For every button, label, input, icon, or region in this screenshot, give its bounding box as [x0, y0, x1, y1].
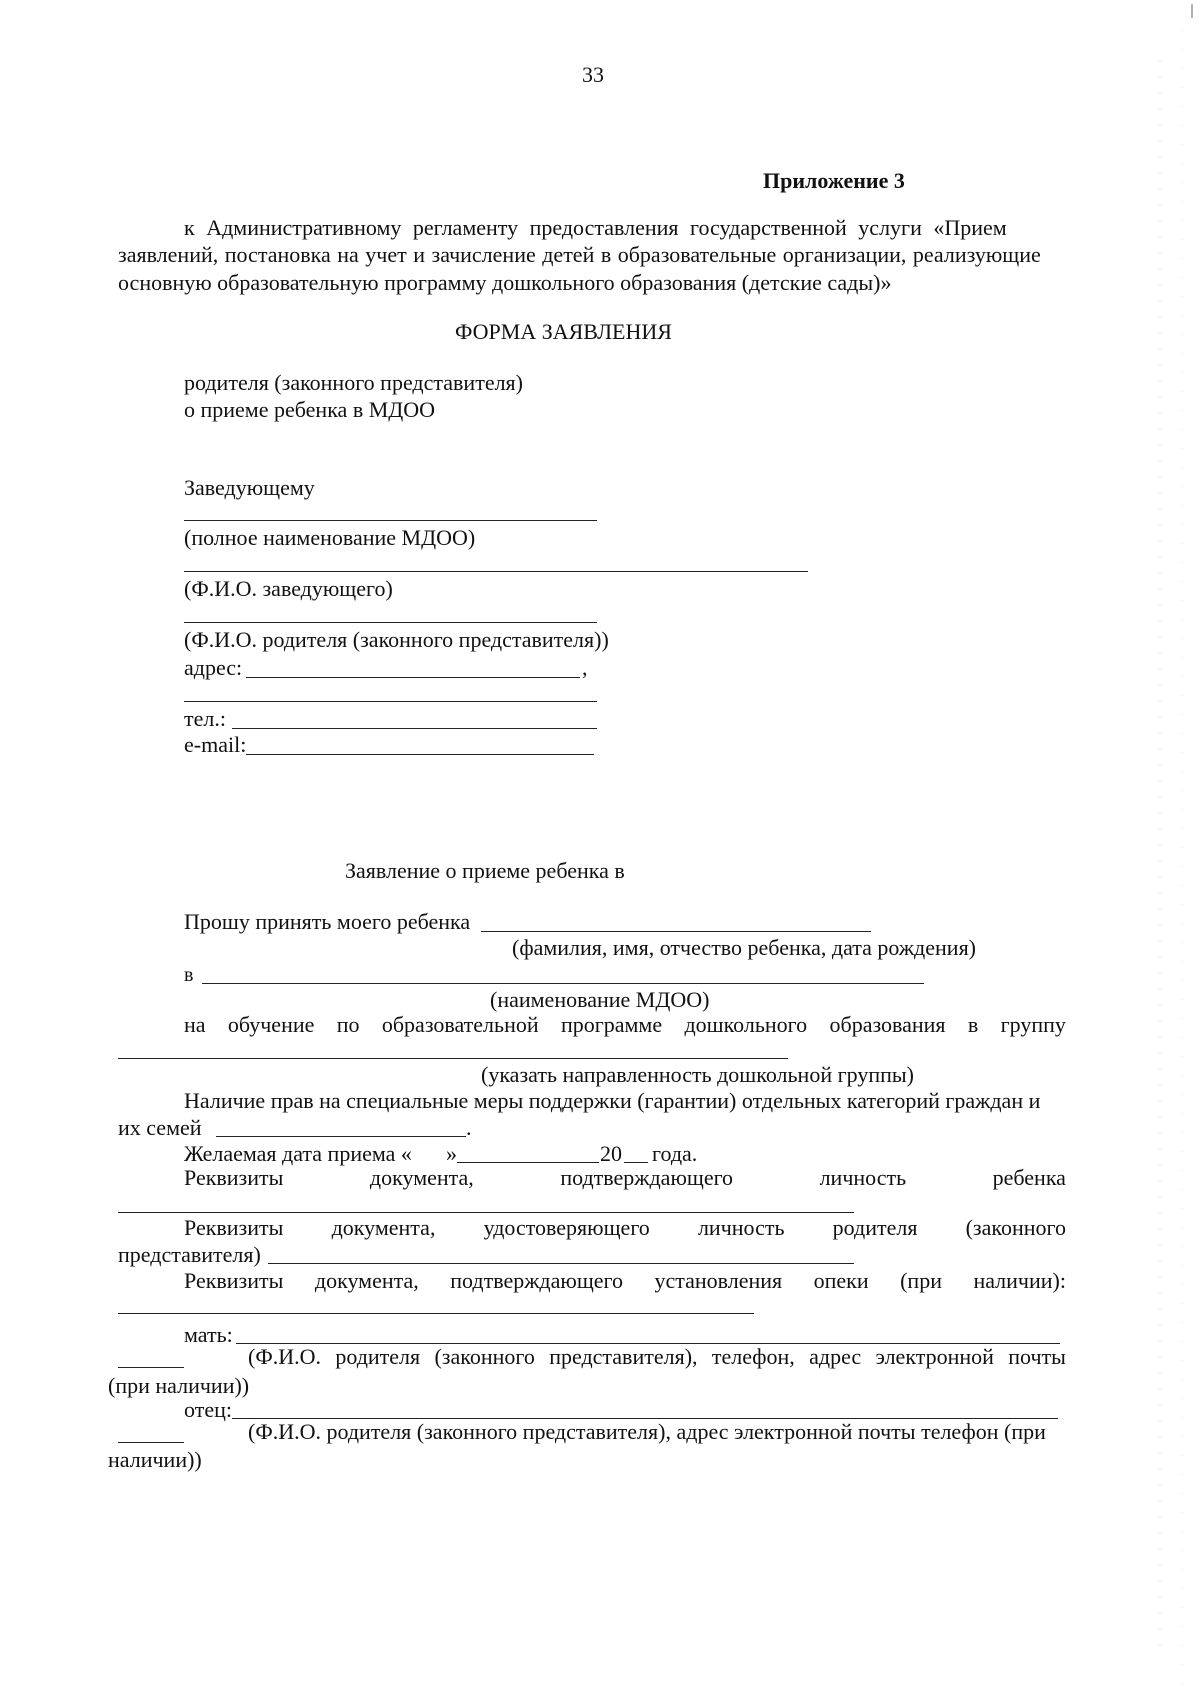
education-line-word: обучение [227, 1012, 315, 1037]
education-line [184, 1012, 1066, 1038]
mother-label: мать: [184, 1322, 233, 1347]
director-hint: (Ф.И.О. заведующего) [184, 576, 393, 601]
custody-document-word: установления [654, 1268, 783, 1293]
mother-hint-word: телефон, [711, 1344, 795, 1369]
date-year: 20 [600, 1141, 622, 1166]
mother-hint-word: почты [1008, 1344, 1066, 1369]
address-blank-2[interactable] [184, 701, 597, 702]
education-line-word: дошкольного [684, 1012, 808, 1037]
mother-hint-word: представителя), [549, 1344, 698, 1369]
date-year-blank[interactable] [624, 1162, 648, 1163]
date-quote-close: » [446, 1141, 457, 1166]
parent-document-line [184, 1215, 1066, 1241]
scan-noise [1120, 0, 1200, 1702]
custody-document-word: документа, [314, 1268, 419, 1293]
rights-line-2-label: их семей [118, 1115, 202, 1140]
request-label: Прошу принять моего ребенка [184, 909, 471, 934]
address-comma: , [582, 655, 588, 680]
education-line-word: по [336, 1012, 360, 1037]
mother-hint-line [248, 1344, 1066, 1370]
parent-name-hint: (Ф.И.О. родителя (законного представителя)) [184, 627, 609, 652]
mother-hint-word: (законного [434, 1344, 535, 1369]
child-document-line [184, 1165, 1066, 1191]
addressee-label: Заведующему [184, 475, 315, 500]
rights-blank[interactable] [216, 1136, 466, 1137]
child-hint: (фамилия, имя, отчество ребенка, дата рождения) [512, 935, 977, 960]
education-line-word: образовательной [381, 1012, 539, 1037]
institution-blank[interactable] [184, 520, 597, 521]
parent-document-line-2: представителя) [118, 1242, 261, 1267]
institution-name-hint: (наименование МДОО) [490, 987, 710, 1012]
email-blank[interactable] [246, 754, 594, 755]
appendix-line-1-text: к Административному регламенту предоставления государственной услуги «Прием [184, 215, 1007, 240]
parent-document-word: родителя [832, 1215, 918, 1240]
address-label: адрес: [184, 655, 243, 680]
appendix-line-2: заявлений, постановка на учет и зачисление детей в образовательные организации, реализующие [118, 242, 1041, 267]
parent-document-word: личность [697, 1215, 785, 1240]
parent-document-word: (законного [965, 1215, 1066, 1240]
institution-name-blank[interactable] [202, 983, 924, 984]
group-blank[interactable] [118, 1058, 788, 1059]
mother-blank-cont[interactable] [118, 1367, 184, 1368]
rights-line-1: Наличие прав на специальные меры поддержки (гарантии) отдельных категорий граждан и [184, 1088, 1041, 1113]
custody-document-word: опеки [813, 1268, 869, 1293]
father-blank-cont[interactable] [118, 1442, 184, 1443]
director-blank[interactable] [184, 571, 808, 572]
custody-document-word: наличии): [973, 1268, 1066, 1293]
phone-label: тел.: [184, 706, 226, 731]
child-document-word: Реквизиты [184, 1165, 284, 1190]
father-hint-line-2: наличии)) [108, 1447, 202, 1472]
parent-document-blank[interactable] [268, 1263, 854, 1264]
custody-document-word: Реквизиты [184, 1268, 284, 1293]
rights-line-2-end: . [466, 1115, 472, 1140]
group-hint: (указать направленность дошкольной группы) [481, 1062, 914, 1087]
custody-document-blank[interactable] [118, 1313, 754, 1314]
subtitle-line-2: о приеме ребенка в МДОО [184, 397, 436, 422]
date-label: Желаемая дата приема « [184, 1141, 412, 1166]
child-document-word: подтверждающего [560, 1165, 734, 1190]
education-line-word: группу [1000, 1012, 1066, 1037]
address-blank-1[interactable] [246, 677, 580, 678]
phone-blank[interactable] [232, 728, 597, 729]
parent-name-blank[interactable] [184, 622, 597, 623]
education-line-word: в [967, 1012, 979, 1037]
child-blank[interactable] [481, 931, 871, 932]
appendix-line-1 [184, 215, 1067, 241]
mother-hint-word: родителя [335, 1344, 421, 1369]
education-line-word: программе [560, 1012, 663, 1037]
mother-hint-word: электронной [875, 1344, 994, 1369]
mother-hint-word: адрес [809, 1344, 862, 1369]
subtitle-line-1: родителя (законного представителя) [184, 370, 524, 395]
page-number: 33 [582, 62, 604, 87]
institution-hint: (полное наименование МДОО) [184, 525, 476, 550]
custody-document-word: (при [900, 1268, 942, 1293]
education-line-word: на [184, 1012, 206, 1037]
date-suffix: года. [652, 1141, 698, 1166]
education-line-word: образования [829, 1012, 946, 1037]
parent-document-word: удостоверяющего [483, 1215, 650, 1240]
parent-document-word: документа, [331, 1215, 436, 1240]
mother-hint-line-2: (при наличии)) [108, 1373, 250, 1398]
date-month-blank[interactable] [457, 1162, 599, 1163]
email-label: e-mail: [184, 732, 247, 757]
mother-hint-word: (Ф.И.О. [248, 1344, 321, 1369]
child-document-blank[interactable] [118, 1212, 854, 1213]
custody-document-line [184, 1268, 1066, 1294]
appendix-line-3: основную образовательную программу дошкольного образования (детские сады)» [118, 270, 892, 295]
child-document-word: ребенка [992, 1165, 1066, 1190]
father-hint-line-1: (Ф.И.О. родителя (законного представителя), адрес электронной почты телефон (при [248, 1419, 1046, 1444]
child-document-word: личность [819, 1165, 907, 1190]
child-document-word: документа, [369, 1165, 474, 1190]
father-label: отец: [184, 1397, 232, 1422]
statement-title: Заявление о приеме ребенка в [345, 858, 625, 883]
in-label: в [184, 964, 194, 986]
custody-document-word: подтверждающего [450, 1268, 623, 1293]
parent-document-word: Реквизиты [184, 1215, 284, 1240]
form-title: ФОРМА ЗАЯВЛЕНИЯ [455, 319, 672, 344]
appendix-title: Приложение 3 [763, 168, 905, 193]
